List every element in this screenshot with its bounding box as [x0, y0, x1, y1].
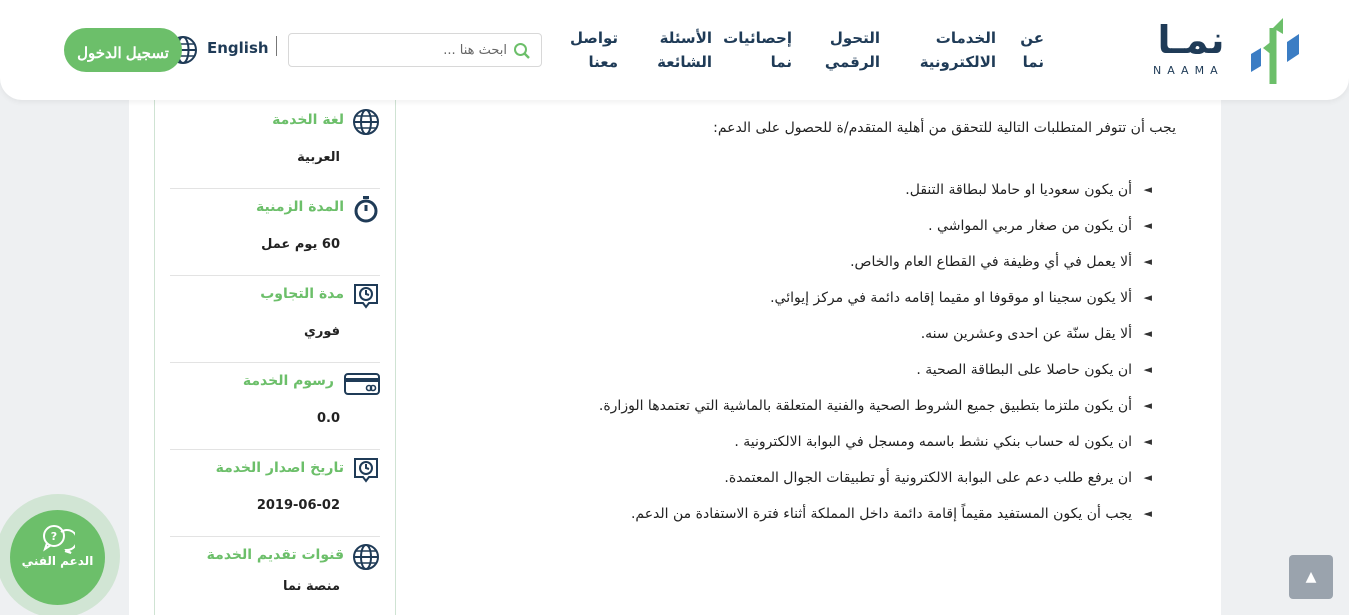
scroll-to-top-button[interactable] — [1289, 555, 1333, 599]
logo-text: نمـا — [1157, 18, 1225, 62]
chat-bubbles-icon — [41, 524, 75, 554]
nav-statistics[interactable]: إحصائيات نما — [723, 29, 792, 71]
bullet-arrow-icon: ◄ — [1143, 435, 1152, 448]
list-item — [432, 504, 1152, 540]
site-header — [0, 0, 1349, 100]
service-language-item — [170, 102, 380, 189]
requirement-text: أن يكون ملتزما بتطبيق جميع الشروط الصحية والفنية المتعلقة بالماشية التي تعتمدها الوزارة. — [598, 398, 1132, 414]
release-date-value: 2019-06-02 — [256, 498, 340, 513]
support-label: الدعم الفني — [21, 554, 94, 568]
requirements-list — [432, 180, 1152, 540]
service-channels-value: منصة نما — [282, 579, 340, 594]
nav-faq[interactable]: الأسئلة الشائعة — [657, 29, 712, 71]
bullet-arrow-icon: ◄ — [1143, 363, 1152, 376]
clock-bubble-icon — [352, 456, 380, 484]
nav-digital-transformation[interactable]: التحول الرقمي — [824, 29, 880, 71]
svg-text:?: ? — [50, 530, 58, 543]
search-input[interactable] — [307, 38, 507, 62]
requirements-intro: يجب أن تتوفر المتطلبات التالية للتحقق من أهلية المتقدم/ة للحصول على الدعم: — [713, 120, 1176, 136]
globe-icon — [352, 108, 380, 136]
logo-subtitle: NAAMA — [1153, 64, 1224, 77]
service-fees-value: 0.0 — [316, 411, 340, 426]
bullet-arrow-icon: ◄ — [1143, 399, 1152, 412]
list-item — [432, 432, 1152, 468]
stopwatch-icon — [352, 195, 380, 223]
requirement-text: ان يكون له حساب بنكي نشط باسمه ومسجل في البوابة الالكترونية . — [734, 434, 1132, 450]
technical-support-button[interactable] — [10, 510, 105, 605]
duration-title: المدة الزمنية — [255, 199, 344, 215]
bullet-arrow-icon: ◄ — [1143, 327, 1152, 340]
arrow-up-icon: ▲ — [1305, 569, 1317, 585]
list-item — [432, 468, 1152, 504]
list-item — [432, 180, 1152, 216]
nav-e-services[interactable]: الخدمات الالكترونية — [919, 29, 996, 71]
requirement-text: ألا يعمل في أي وظيفة في القطاع العام والخاص. — [850, 254, 1132, 270]
list-item — [432, 360, 1152, 396]
duration-value: 60 يوم عمل — [261, 237, 340, 252]
bullet-arrow-icon: ◄ — [1143, 183, 1152, 196]
bullet-arrow-icon: ◄ — [1143, 255, 1152, 268]
nav-contact[interactable]: تواصل معنا — [569, 29, 618, 71]
release-date-title: تاريخ اصدار الخدمة — [215, 460, 344, 476]
service-fees-title: رسوم الخدمة — [242, 373, 334, 389]
list-item — [432, 216, 1152, 252]
service-channels-item — [170, 537, 380, 615]
response-time-value: فوري — [303, 324, 340, 339]
requirement-text: ألا يكون سجينا او موقوفا او مقيما إقامه دائمة في مركز إيوائي. — [770, 290, 1132, 306]
search-icon[interactable] — [513, 42, 531, 60]
requirement-text: ان يكون حاصلا على البطاقة الصحية . — [916, 362, 1132, 378]
bullet-arrow-icon: ◄ — [1143, 219, 1152, 232]
requirement-text: أن يكون من صغار مربي المواشي . — [928, 218, 1132, 234]
service-language-value: العربية — [297, 150, 340, 165]
response-time-title: مدة التجاوب — [260, 286, 344, 302]
list-item — [432, 324, 1152, 360]
service-fees-item — [170, 363, 380, 450]
service-channels-title: قنوات تقديم الخدمة — [206, 547, 344, 563]
duration-item — [170, 189, 380, 276]
requirement-text: يجب أن يكون المستفيد مقيماً إقامة دائمة داخل المملكة أثناء فترة الاستفادة من الدعم. — [630, 506, 1132, 522]
clock-bubble-icon — [352, 282, 380, 310]
service-language-title: لغة الخدمة — [272, 112, 344, 128]
bullet-arrow-icon: ◄ — [1143, 291, 1152, 304]
requirement-text: ان يرفع طلب دعم على البوابة الالكترونية أو تطبيقات الجوال المعتمدة. — [724, 470, 1132, 486]
logo-sprout-icon — [1243, 14, 1303, 86]
bullet-arrow-icon: ◄ — [1143, 507, 1152, 520]
requirement-text: ألا يقل سنّة عن احدى وعشرين سنه. — [920, 326, 1132, 342]
credit-card-icon — [344, 369, 380, 397]
response-time-item — [170, 276, 380, 363]
list-item — [432, 396, 1152, 432]
language-switch[interactable]: English — [207, 39, 269, 57]
release-date-item — [170, 450, 380, 537]
search-box — [288, 33, 542, 67]
requirement-text: أن يكون سعوديا او حاملا لبطاقة التنقل. — [905, 182, 1132, 198]
header-divider — [276, 36, 277, 56]
list-item — [432, 288, 1152, 324]
service-info-sidebar — [154, 80, 396, 615]
list-item — [432, 252, 1152, 288]
globe-icon — [352, 543, 380, 571]
login-button[interactable]: تسجيل الدخول — [64, 28, 182, 72]
nav-about[interactable]: عن نما — [1020, 29, 1044, 71]
naama-logo[interactable] — [1143, 14, 1303, 86]
bullet-arrow-icon: ◄ — [1143, 471, 1152, 484]
